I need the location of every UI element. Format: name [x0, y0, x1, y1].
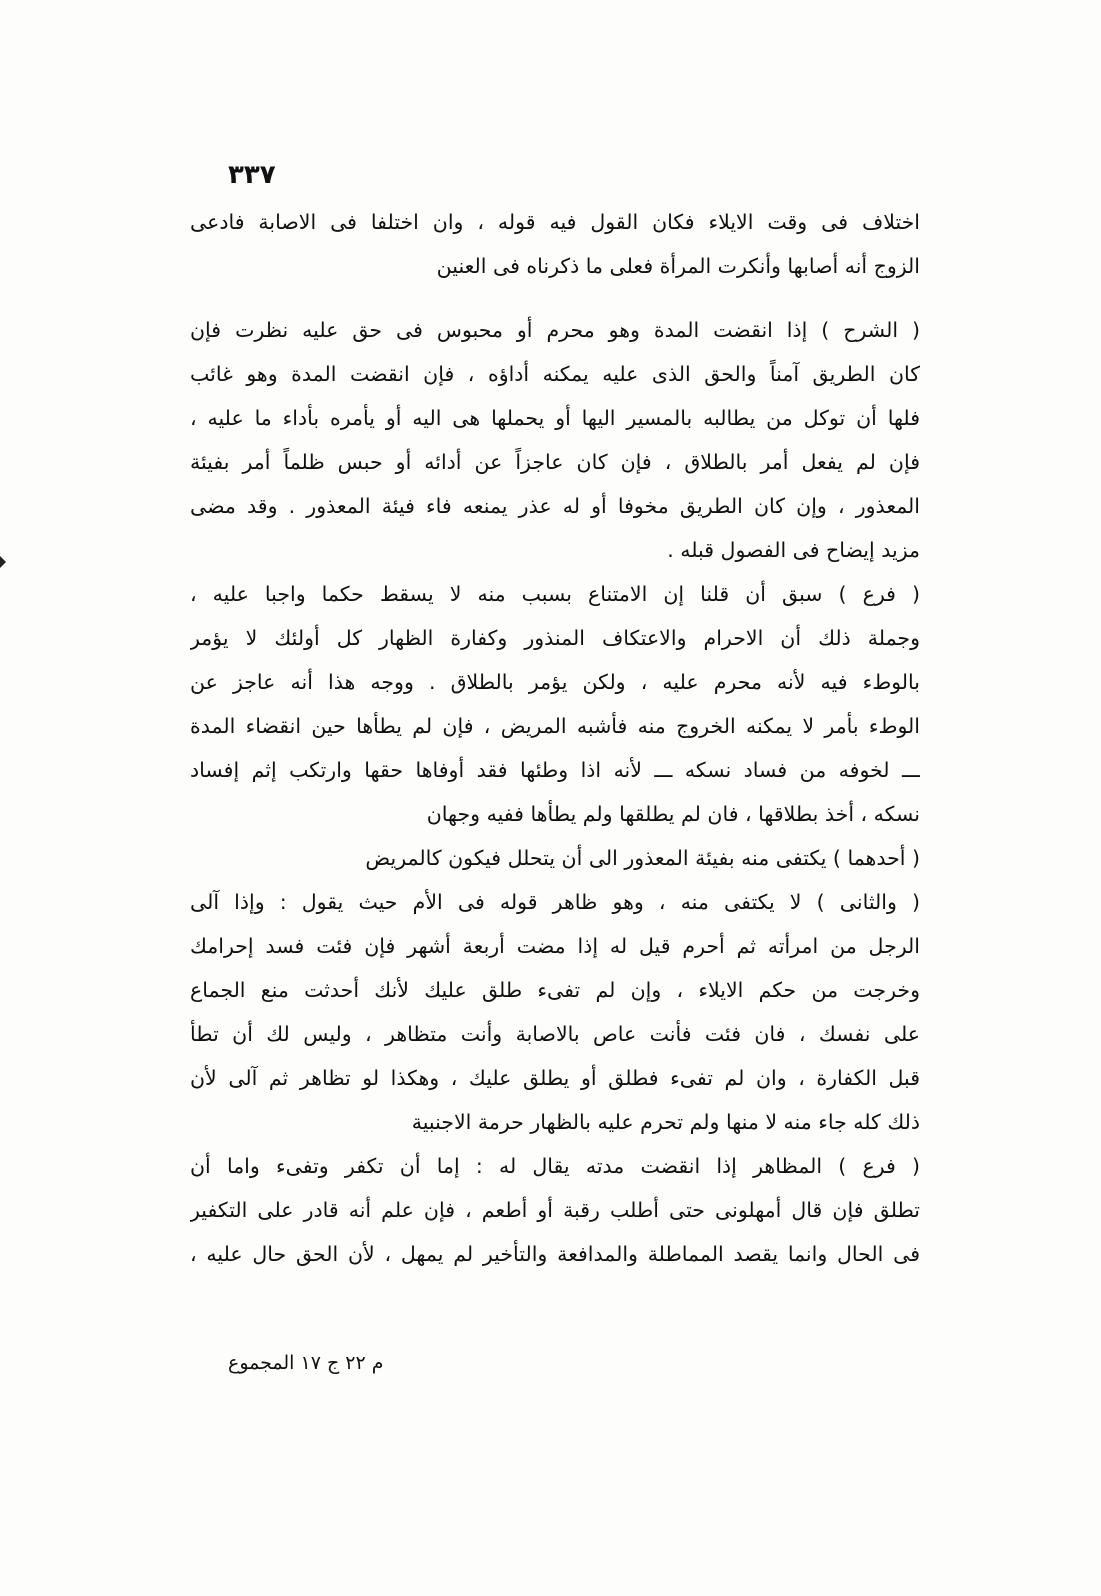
- text-line: ( والثانى ) لا يكتفى منه ، وهو ظاهر قوله فى الأم حيث يقول : وإذا آلى: [190, 890, 920, 914]
- paragraph: [190, 1144, 920, 1276]
- text-line: ذلك كله جاء منه لا منها ولم تحرم عليه بالظهار حرمة الاجنبية: [411, 1110, 920, 1134]
- paragraph: [190, 308, 920, 572]
- text-line: مزيد إيضاح فى الفصول قبله .: [667, 538, 920, 562]
- text-line: كان الطريق آمناً والحق الذى عليه يمكنه أداؤه ، فإن انقضت المدة وهو غائب: [190, 362, 920, 386]
- paragraph: [190, 880, 920, 1144]
- text-line: الوطء بأمر لا يمكنه الخروج منه فأشبه المريض ، فإن لم يطأها حين انقضاء المدة: [190, 714, 920, 738]
- paragraph: [190, 836, 920, 880]
- text-line: الزوج أنه أصابها وأنكرت المرأة فعلى ما ذكرناه فى العنين: [436, 254, 920, 278]
- text-line: تطلق فإن قال أمهلونى حتى أطلب رقبة أو أطعم ، فإن علم أنه قادر على التكفير: [190, 1198, 920, 1222]
- scan-edge-mark: [0, 556, 6, 568]
- page-number: ٣٣٧: [228, 160, 276, 190]
- text-line: فلها أن توكل من يطالبه بالمسير اليها أو يحملها هى اليه أو يأمره بأداء ما عليه ،: [190, 406, 920, 430]
- text-line: ( فرع ) المظاهر إذا انقضت مدته يقال له : إما أن تكفر وتفىء واما أن: [190, 1154, 920, 1178]
- page-footer-signature: م ٢٢ ج ١٧ المجموع: [228, 1352, 384, 1374]
- text-line: ـــ لخوفه من فساد نسكه ـــ لأنه اذا وطئها فقد أوفاها حقها وارتكب إثم إفساد: [190, 758, 920, 782]
- text-line: قبل الكفارة ، وان لم تفىء فطلق أو يطلق عليك ، وهكذا لو تظاهر ثم آلى لأن: [190, 1066, 920, 1090]
- text-line: وجملة ذلك أن الاحرام والاعتكاف المنذور وكفارة الظهار كل أولئك لا يؤمر: [190, 626, 920, 650]
- paragraph: [190, 200, 920, 288]
- text-line: وخرجت من حكم الايلاء ، وإن لم تفىء طلق عليك لأنك أحدثت منع الجماع: [190, 978, 920, 1002]
- text-line: اختلاف فى وقت الايلاء فكان القول فيه قوله ، وان اختلفا فى الاصابة فادعى: [190, 210, 920, 234]
- text-line: فى الحال وانما يقصد المماطلة والمدافعة والتأخير لم يمهل ، لأن الحق حال عليه ،: [190, 1242, 920, 1266]
- text-line: نسكه ، أخذ بطلاقها ، فان لم يطلقها ولم يطأها ففيه وجهان: [426, 802, 920, 826]
- text-line: بالوطء فيه لأنه محرم عليه ، ولكن يؤمر بالطلاق . ووجه هذا أنه عاجز عن: [190, 670, 920, 694]
- paragraph-gap: [190, 288, 920, 308]
- text-line: فإن لم يفعل أمر بالطلاق ، فإن كان عاجزاً عن أدائه أو حبس ظلماً أمر بفيئة: [190, 450, 920, 474]
- text-line: ( فرع ) سبق أن قلنا إن الامتناع بسبب منه لا يسقط حكما واجبا عليه ،: [190, 582, 920, 606]
- paragraph: [190, 572, 920, 836]
- text-line: ( أحدهما ) يكتفى منه بفيئة المعذور الى أن يتحلل فيكون كالمريض: [365, 846, 920, 870]
- text-line: ( الشرح ) إذا انقضت المدة وهو محرم أو محبوس فى حق عليه نظرت فإن: [190, 318, 920, 342]
- text-line: المعذور ، وإن كان الطريق مخوفا أو له عذر يمنعه فاء فيئة المعذور . وقد مضى: [190, 494, 920, 518]
- body-text: [190, 200, 920, 1276]
- text-line: على نفسك ، فان فئت فأنت عاص بالاصابة وأنت متظاهر ، وليس لك أن تطأ: [190, 1022, 920, 1046]
- text-line: الرجل من امرأته ثم أحرم قيل له إذا مضت أربعة أشهر فإن فئت فسد إحرامك: [190, 934, 920, 958]
